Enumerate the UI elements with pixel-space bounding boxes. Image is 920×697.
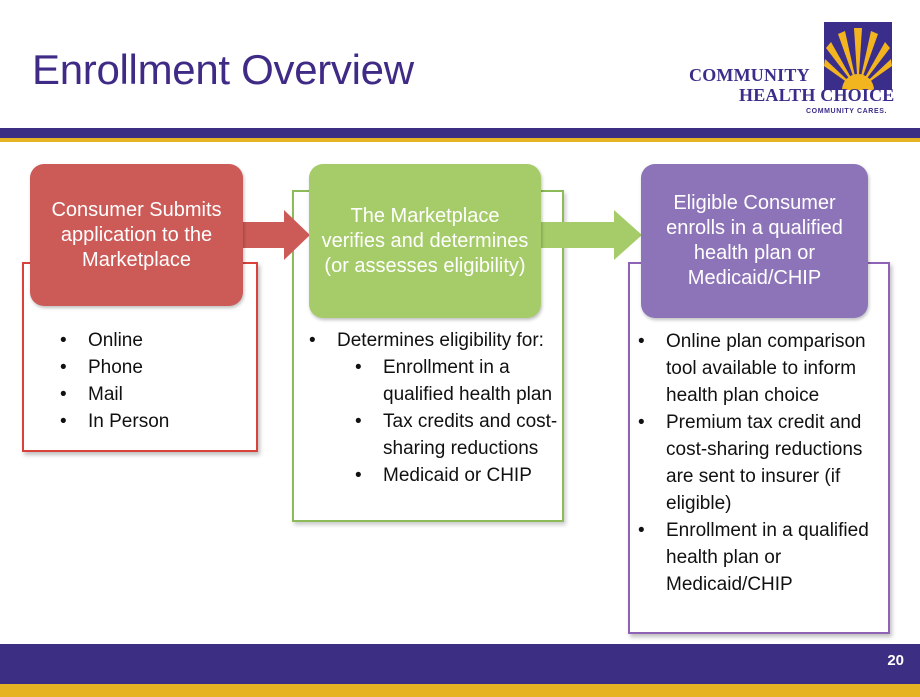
step-2-heading: The Marketplace verifies and determines (or assesses eligibility)	[309, 164, 541, 318]
list-item	[309, 327, 571, 489]
list-item: • Enrollment in a qualified health plan or Medicaid/CHIP	[638, 517, 884, 598]
list-item: • Mail	[60, 381, 169, 408]
right-arrow-icon	[240, 210, 310, 260]
step-2-sublist	[355, 354, 571, 489]
list-item: • Tax credits and cost-sharing reductions	[355, 408, 571, 462]
logo-tagline: COMMUNITY CARES.	[806, 108, 888, 115]
community-health-choice-logo	[684, 18, 904, 122]
slide-title: Enrollment Overview	[32, 46, 414, 93]
list-item: • Premium tax credit and cost-sharing reductions are sent to insurer (if eligible)	[638, 409, 884, 517]
list-item: • Phone	[60, 354, 169, 381]
sunburst-logo-icon	[824, 22, 892, 90]
right-arrow-icon	[538, 210, 642, 260]
header-accent-line	[0, 138, 920, 142]
step-3-heading: Eligible Consumer enrolls in a qualified health plan or Medicaid/CHIP	[641, 164, 868, 318]
footer-accent-line	[0, 684, 920, 697]
list-item: • In Person	[60, 408, 169, 435]
list-intro: Determines eligibility for:	[337, 330, 544, 351]
list-item: • Enrollment in a qualified health plan	[355, 354, 571, 408]
logo-line-1: COMMUNITY	[689, 65, 810, 85]
step-2-list	[309, 327, 571, 489]
logo-line-2: HEALTH CHOICE	[739, 85, 895, 105]
step-1-list	[60, 327, 169, 435]
footer-bar	[0, 644, 920, 684]
page-number: 20	[887, 652, 904, 669]
step-3-list	[638, 328, 884, 598]
header-divider-bar	[0, 128, 920, 138]
list-item: • Medicaid or CHIP	[355, 462, 571, 489]
step-1-heading: Consumer Submits application to the Marketplace	[30, 164, 243, 306]
list-item: • Online plan comparison tool available to inform health plan choice	[638, 328, 884, 409]
list-item: • Online	[60, 327, 169, 354]
